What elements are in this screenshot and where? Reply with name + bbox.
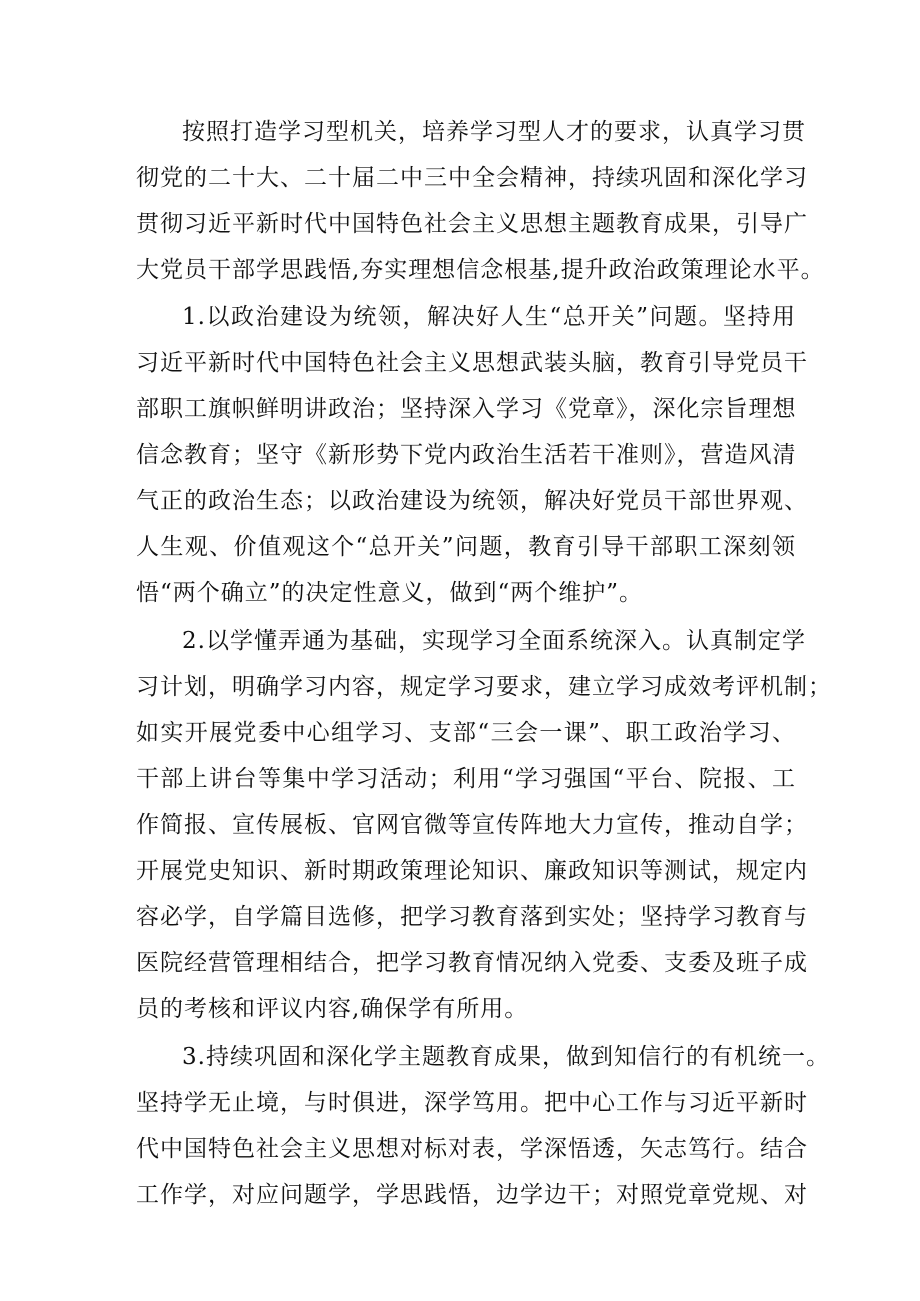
paragraph-4-line-2: 坚持学无止境，与时俱进，深学笃用。把中心工作与习近平新时 bbox=[136, 1090, 808, 1116]
paragraph-4-line-1: 3.持续巩固和深化学主题教育成果，做到知信行的有机统一。 bbox=[182, 1044, 830, 1070]
paragraph-3-line-4: 干部上讲台等集中学习活动；利用“学习强国“平台、院报、工 bbox=[136, 766, 796, 792]
paragraph-2-line-1: 1.以政治建设为统领，解决好人生“总开关”问题。坚持用 bbox=[182, 304, 796, 330]
paragraph-3-line-9: 员的考核和评议内容,确保学有所用。 bbox=[136, 996, 529, 1022]
paragraph-4-line-4: 工作学，对应问题学，学思践悟，边学边干；对照党章党规、对 bbox=[136, 1182, 808, 1208]
paragraph-3-line-7: 容必学，自学篇目选修，把学习教育落到实处；坚持学习教育与 bbox=[136, 904, 808, 930]
paragraph-3-line-6: 开展党史知识、新时期政策理论知识、廉政知识等测试，规定内 bbox=[136, 858, 808, 884]
paragraph-2-line-5: 气正的政治生态；以政治建设为统领，解决好党员干部世界观、 bbox=[136, 488, 808, 514]
paragraph-2-line-3: 部职工旗帜鲜明讲政治；坚持深入学习《党章》，深化宗旨理想 bbox=[136, 396, 797, 422]
paragraph-3-line-2: 习计划，明确学习内容，规定学习要求，建立学习成效考评机制； bbox=[136, 674, 832, 700]
paragraph-3-line-1: 2.以学懂弄通为基础，实现学习全面系统深入。认真制定学 bbox=[182, 628, 806, 654]
paragraph-2-line-2: 习近平新时代中国特色社会主义思想武装头脑，教育引导党员干 bbox=[136, 350, 808, 376]
paragraph-2-line-4: 信念教育；坚守《新形势下党内政治生活若干准则》，营造风清 bbox=[136, 442, 797, 468]
paragraph-3-line-8: 医院经营管理相结合，把学习教育情况纳入党委、支委及班子成 bbox=[136, 950, 808, 976]
paragraph-3-line-5: 作简报、宣传展板、官网官微等宣传阵地大力宣传，推动自学； bbox=[136, 812, 808, 838]
paragraph-1-line-2: 彻党的二十大、二十届二中三中全会精神，持续巩固和深化学习 bbox=[136, 165, 808, 191]
paragraph-4-line-3: 代中国特色社会主义思想对标对表，学深悟透，矢志笃行。结合 bbox=[136, 1136, 808, 1162]
paragraph-1-line-3: 贯彻习近平新时代中国特色社会主义思想主题教育成果，引导广 bbox=[136, 211, 808, 237]
paragraph-2-line-7: 悟“两个确立”的决定性意义，做到“两个维护”。 bbox=[136, 580, 644, 606]
paragraph-2-line-6: 人生观、价值观这个“总开关”问题，教育引导干部职工深刻领 bbox=[136, 534, 796, 560]
paragraph-1-line-4: 大党员干部学思践悟,夯实理想信念根基,提升政治政策理论水平。 bbox=[136, 257, 825, 283]
paragraph-3-line-3: 如实开展党委中心组学习、支部“三会一课”、职工政治学习、 bbox=[136, 720, 796, 746]
paragraph-1-line-1: 按照打造学习型机关，培养学习型人才的要求，认真学习贯 bbox=[182, 119, 806, 145]
